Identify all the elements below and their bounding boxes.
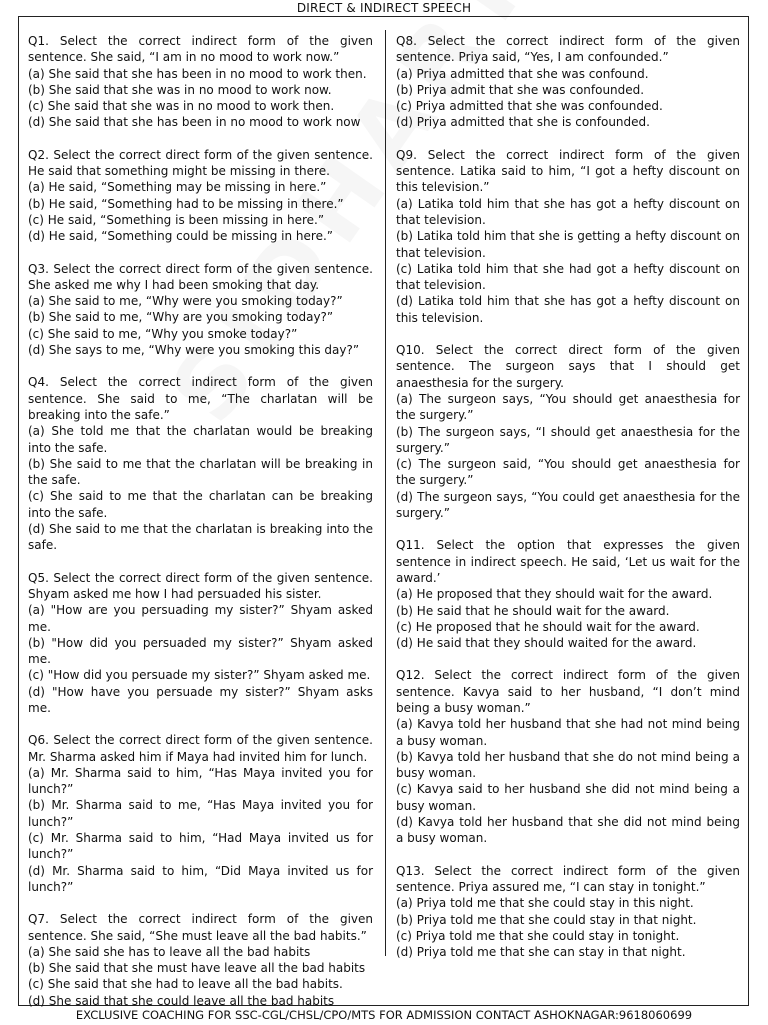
left-column [28,33,373,1025]
option-text: (c) She said to me that the charlatan can be breaking into the safe. [28,489,373,520]
question-text: Q4. Select the correct indirect form of the given sentence. She said to me, “The charlatan will be breaking into the safe.” [28,375,373,422]
option-text: (b) Priya admit that she was confounded. [396,82,645,97]
option-text: (c) She said that she was in no mood to work then. [28,99,335,114]
question-block [396,147,740,326]
option-text: (a) She said to me, “Why were you smoking today?” [28,294,343,309]
column-divider [385,30,386,956]
option-text: (a) Priya told me that she could stay in this night. [396,896,694,911]
option-text: (d) Priya told me that she can stay in that night. [396,945,686,960]
question-block [396,537,740,651]
question-block [396,342,740,521]
question-text: Q10. Select the correct direct form of the given sentence. The surgeon says that I should get anaesthesia for the surgery. [396,343,740,390]
option-text: (d) She said that she has been in no mood to work now [28,115,361,130]
question-text: Q5. Select the correct direct form of the given sentence. Shyam asked me how I had persuaded his sister. [28,570,373,601]
option-text: (a) Priya admitted that she was confound. [396,66,649,81]
option-text: (c) Priya told me that she could stay in tonight. [396,928,680,943]
question-text: Q8. Select the correct indirect form of the given sentence. Priya said, “Yes, I am confounded.” [396,34,740,65]
option-text: (a) The surgeon says, “You should get anaesthesia for the surgery.” [396,391,740,423]
option-text: (c) She said that she had to leave all the bad habits. [28,977,343,992]
option-text: (b) She said that she was in no mood to work now. [28,82,332,97]
option-text: (a) Mr. Sharma said to him, “Has Maya invited you for lunch?” [28,765,373,797]
question-block [28,911,373,1009]
option-text: (a) She told me that the charlatan would be breaking into the safe. [28,424,373,455]
question-text: Q11. Select the option that expresses the given sentence in indirect speech. He said, ‘Let us wait for the award.’ [396,538,740,585]
option-text: (c) "How did you persuade my sister?” Shyam asked me. [28,668,371,683]
question-text: Q3. Select the correct direct form of the given sentence. She asked me why I had been smoking that day. [28,261,373,292]
option-text: (a) "How are you persuading my sister?” Shyam asked me. [28,603,373,634]
question-text: Q2. Select the correct direct form of the given sentence. He said that something might be missing in there. [28,147,373,179]
option-text: (c) She said to me, “Why you smoke today?” [28,326,298,341]
option-text: (a) Latika told him that she has got a hefty discount on that television. [396,196,740,227]
option-text: (b) She said that she must have leave all the bad habits [28,961,366,976]
option-text: (c) He said, “Something is been missing in here.” [28,212,325,227]
question-text: Q7. Select the correct indirect form of the given sentence. She said, “She must leave all the bad habits.” [28,912,373,943]
question-block [28,732,373,895]
question-block [28,374,373,553]
right-column [396,33,740,976]
question-text: Q6. Select the correct direct form of the given sentence. Mr. Sharma asked him if Maya had invited him for lunch. [28,733,373,764]
page-footer: EXCLUSIVE COACHING FOR SSC-CGL/CHSL/CPO/MTS FOR ADMISSION CONTACT ASHOKNAGAR:9618060699 [75,1008,693,1022]
option-text: (b) "How did you persuaded my sister?” Shyam asked me. [28,635,373,667]
question-block [396,863,740,961]
option-text: (b) Latika told him that she is getting a hefty discount on that television. [396,229,740,260]
option-text: (c) Priya admitted that she was confounded. [396,99,663,114]
option-text: (c) Kavya said to her husband she did not mind being a busy woman. [396,782,740,813]
question-block [28,261,373,359]
question-block [28,570,373,717]
option-text: (b) He said, “Something had to be missing in there.” [28,196,344,211]
page-header: DIRECT & INDIRECT SPEECH [296,1,472,15]
option-text: (a) He proposed that they should wait for the award. [396,587,713,602]
option-text: (a) She said that she has been in no mood to work then. [28,66,367,81]
option-text: (d) Priya admitted that she is confounded. [396,115,650,130]
question-block [28,33,373,131]
question-block [396,667,740,846]
question-text: Q1. Select the correct indirect form of the given sentence. She said, “I am in no mood to work now.” [28,34,373,65]
question-block [28,147,373,245]
option-text: (c) He proposed that he should wait for the award. [396,619,700,634]
option-text: (a) She said she has to leave all the bad habits [28,944,311,959]
option-text: (d) "How have you persuade my sister?” Shyam asks me. [28,684,373,715]
option-text: (d) Latika told him that she has got a hefty discount on this television. [396,294,740,325]
option-text: (a) Kavya told her husband that she had not mind being a busy woman. [396,717,740,748]
option-text: (d) She said to me that the charlatan is breaking into the safe. [28,522,373,553]
question-text: Q13. Select the correct indirect form of the given sentence. Priya assured me, “I can stay in tonight.” [396,863,740,894]
option-text: (d) She says to me, “Why were you smoking this day?” [28,343,360,358]
option-text: (b) He said that he should wait for the award. [396,603,670,618]
question-block [396,33,740,131]
option-text: (c) Latika told him that she had got a hefty discount on that television. [396,261,740,293]
option-text: (d) The surgeon says, “You could get anaesthesia for the surgery.” [396,489,740,521]
option-text: (d) She said that she could leave all the bad habits [28,993,335,1008]
option-text: (b) She said to me that the charlatan will be breaking in the safe. [28,456,373,488]
question-text: Q9. Select the correct indirect form of the given sentence. Latika said to him, “I got a hefty discount on this television.” [396,147,740,195]
option-text: (b) She said to me, “Why are you smoking today?” [28,310,334,325]
option-text: (b) Kavya told her husband that she do not mind being a busy woman. [396,749,740,781]
option-text: (d) Mr. Sharma said to him, “Did Maya invited us for lunch?” [28,863,373,894]
option-text: (d) He said that they should waited for the award. [396,636,697,651]
option-text: (a) He said, “Something may be missing in here.” [28,180,327,195]
question-text: Q12. Select the correct indirect form of the given sentence. Kavya said to her husband, “I don’t mind being a busy woman.” [396,668,740,715]
option-text: (c) The surgeon said, “You should get anaesthesia for the surgery.” [396,457,740,488]
option-text: (b) Mr. Sharma said to me, “Has Maya invited you for lunch?” [28,798,373,829]
option-text: (d) He said, “Something could be missing in here.” [28,229,333,244]
option-text: (d) Kavya told her husband that she did not mind being a busy woman. [396,815,740,846]
option-text: (b) Priya told me that she could stay in that night. [396,912,697,927]
option-text: (c) Mr. Sharma said to him, “Had Maya invited us for lunch?” [28,831,373,862]
option-text: (b) The surgeon says, “I should get anaesthesia for the surgery.” [396,424,740,455]
